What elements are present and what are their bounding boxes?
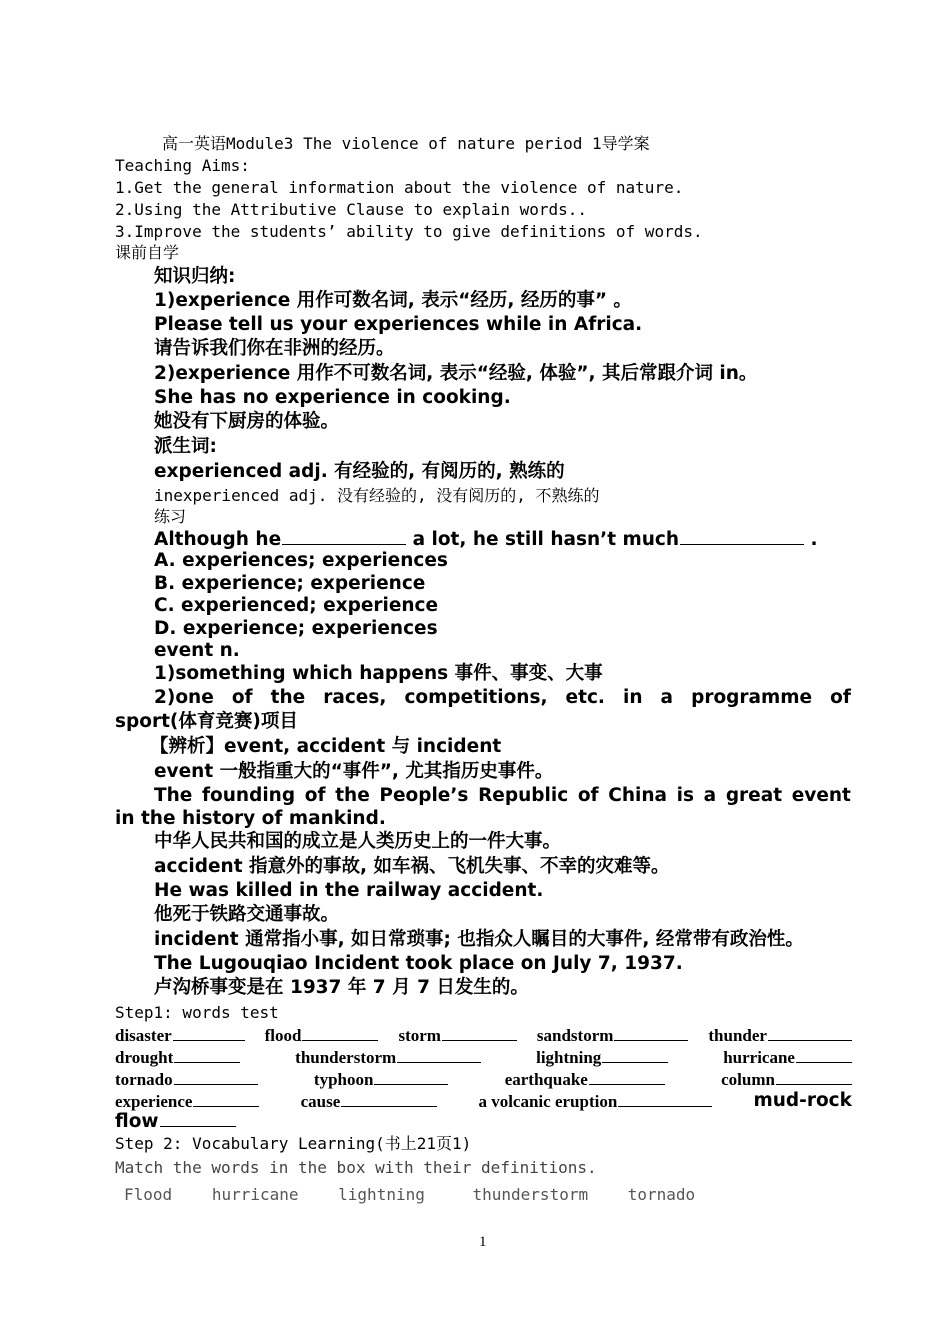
word: 2)one bbox=[154, 687, 214, 708]
answer-blank[interactable] bbox=[776, 1070, 852, 1085]
answer-blank[interactable] bbox=[614, 1026, 688, 1041]
word: the bbox=[270, 687, 306, 708]
accident-translation: 他死于铁路交通事故。 bbox=[154, 904, 340, 925]
answer-blank[interactable] bbox=[680, 530, 804, 545]
word-item: lightning bbox=[536, 1048, 668, 1066]
knowledge-heading: 知识归纳: bbox=[154, 266, 236, 287]
word-item: mud-rock bbox=[753, 1090, 852, 1111]
experience-def-1: 1)experience 用作可数名词, 表示“经历, 经历的事” 。 bbox=[154, 290, 632, 311]
word-item-cont: flow bbox=[115, 1112, 236, 1132]
word-item: typhoon bbox=[314, 1070, 449, 1088]
answer-blank[interactable] bbox=[193, 1092, 259, 1107]
step1-heading: Step1: words test bbox=[115, 1003, 279, 1022]
word-item: drought bbox=[115, 1048, 240, 1066]
experience-translation-2: 她没有下厨房的体验。 bbox=[154, 411, 340, 432]
answer-blank[interactable] bbox=[796, 1048, 852, 1063]
practice-question bbox=[154, 530, 818, 550]
event-definition: event 一般指重大的“事件”, 尤其指历史事件。 bbox=[154, 761, 554, 782]
option-c: C. experienced; experience bbox=[154, 595, 439, 616]
event-example bbox=[154, 787, 851, 806]
option-b: B. experience; experience bbox=[154, 573, 426, 594]
word: competitions, bbox=[404, 687, 548, 708]
question-text-b: a lot, he still hasn’t much bbox=[406, 529, 680, 550]
answer-blank[interactable] bbox=[374, 1070, 448, 1085]
document-title: 高一英语Module3 The violence of nature period 1导学案 bbox=[162, 134, 650, 153]
question-text-a: Although he bbox=[154, 529, 282, 550]
word-item: flood bbox=[265, 1026, 379, 1044]
words-row-2 bbox=[115, 1048, 852, 1066]
page-number: 1 bbox=[479, 1234, 487, 1250]
word-item: hurricane bbox=[723, 1048, 852, 1066]
answer-blank[interactable] bbox=[302, 1026, 378, 1041]
event-meaning-2 bbox=[154, 689, 851, 708]
word: races, bbox=[323, 687, 387, 708]
box-word: Flood bbox=[124, 1185, 173, 1204]
pre-study-heading: 课前自学 bbox=[115, 243, 180, 262]
box-word: tornado bbox=[627, 1185, 696, 1204]
word-item: storm bbox=[398, 1026, 516, 1044]
word: a bbox=[703, 785, 717, 806]
word: is bbox=[676, 785, 695, 806]
word: of bbox=[304, 785, 326, 806]
word-item: earthquake bbox=[505, 1070, 665, 1088]
word: in bbox=[622, 687, 643, 708]
word: Republic bbox=[478, 785, 569, 806]
derived-word-1: experienced adj. 有经验的, 有阅历的, 熟练的 bbox=[154, 461, 565, 482]
question-text-c: . bbox=[804, 529, 818, 550]
word: People’s bbox=[379, 785, 469, 806]
word-item: tornado bbox=[115, 1070, 258, 1088]
aim-item: 1.Get the general information about the violence of nature. bbox=[115, 178, 684, 197]
word: of bbox=[231, 687, 253, 708]
word: the bbox=[335, 785, 370, 806]
answer-blank[interactable] bbox=[174, 1048, 240, 1063]
aim-item: 2.Using the Attributive Clause to explain words.. bbox=[115, 200, 588, 219]
incident-definition: incident 通常指小事, 如日常琐事; 也指众人瞩目的大事件, 经常带有政治性。 bbox=[154, 929, 804, 950]
answer-blank[interactable] bbox=[589, 1070, 665, 1085]
experience-example-2: She has no experience in cooking. bbox=[154, 387, 511, 408]
event-example-cont: in the history of mankind. bbox=[115, 808, 386, 829]
answer-blank[interactable] bbox=[442, 1026, 517, 1041]
word-item: a volcanic eruption bbox=[478, 1092, 712, 1111]
word-item: experience bbox=[115, 1092, 259, 1111]
word-item: column bbox=[721, 1070, 852, 1088]
word: China bbox=[608, 785, 667, 806]
words-row-3 bbox=[115, 1070, 852, 1088]
words-row-1 bbox=[115, 1026, 852, 1044]
accident-example: He was killed in the railway accident. bbox=[154, 880, 544, 901]
answer-blank[interactable] bbox=[160, 1112, 236, 1127]
word-box bbox=[124, 1187, 725, 1203]
incident-translation: 卢沟桥事变是在 1937 年 7 月 7 日发生的。 bbox=[154, 977, 529, 998]
experience-translation-1: 请告诉我们你在非洲的经历。 bbox=[154, 338, 395, 359]
event-meaning-2-cont: sport(体育竞赛)项目 bbox=[115, 711, 298, 732]
word: of bbox=[830, 687, 851, 708]
word: founding bbox=[202, 785, 296, 806]
word: event bbox=[791, 785, 851, 806]
word: The bbox=[154, 785, 193, 806]
word-item: thunderstorm bbox=[295, 1048, 481, 1066]
analysis-heading: 【辨析】event, accident 与 incident bbox=[150, 736, 502, 757]
answer-blank[interactable] bbox=[397, 1048, 481, 1063]
option-d: D. experience; experiences bbox=[154, 618, 438, 639]
derived-word-2: inexperienced adj. 没有经验的, 没有阅历的, 不熟练的 bbox=[154, 486, 600, 505]
word: a bbox=[660, 687, 674, 708]
incident-example: The Lugouqiao Incident took place on July 7, 1937. bbox=[154, 953, 683, 974]
aims-heading: Teaching Aims: bbox=[115, 156, 250, 175]
aim-item: 3.Improve the students’ ability to give definitions of words. bbox=[115, 222, 703, 241]
event-heading: event n. bbox=[154, 640, 240, 661]
answer-blank[interactable] bbox=[174, 1070, 258, 1085]
derived-heading: 派生词: bbox=[154, 436, 217, 457]
word-item: sandstorm bbox=[537, 1026, 689, 1044]
event-meaning-1: 1)something which happens 事件、事变、大事 bbox=[154, 663, 603, 684]
step2-instruction: Match the words in the box with their definitions. bbox=[115, 1158, 597, 1177]
option-a: A. experiences; experiences bbox=[154, 550, 448, 571]
word-item: cause bbox=[301, 1092, 438, 1111]
answer-blank[interactable] bbox=[618, 1092, 712, 1107]
answer-blank[interactable] bbox=[602, 1048, 668, 1063]
word-item: thunder bbox=[708, 1026, 852, 1044]
answer-blank[interactable] bbox=[768, 1026, 852, 1041]
box-word: hurricane bbox=[211, 1185, 299, 1204]
event-example-translation: 中华人民共和国的成立是人类历史上的一件大事。 bbox=[154, 831, 562, 852]
experience-def-2: 2)experience 用作不可数名词, 表示“经验, 体验”, 其后常跟介词 in。 bbox=[154, 363, 758, 384]
word: of bbox=[577, 785, 599, 806]
word: great bbox=[725, 785, 783, 806]
answer-blank[interactable] bbox=[282, 530, 406, 545]
word-item: disaster bbox=[115, 1026, 245, 1044]
practice-heading: 练习 bbox=[154, 507, 187, 526]
box-word: thunderstorm bbox=[472, 1185, 589, 1204]
experience-example-1: Please tell us your experiences while in Africa. bbox=[154, 314, 643, 335]
words-row-4 bbox=[115, 1092, 852, 1111]
answer-blank[interactable] bbox=[341, 1092, 437, 1107]
word: programme bbox=[691, 687, 813, 708]
word: etc. bbox=[565, 687, 605, 708]
step2-heading: Step 2: Vocabulary Learning(书上21页1) bbox=[115, 1134, 472, 1153]
accident-definition: accident 指意外的事故, 如车祸、飞机失事、不幸的灾难等。 bbox=[154, 856, 670, 877]
answer-blank[interactable] bbox=[173, 1026, 245, 1041]
box-word: lightning bbox=[338, 1185, 425, 1204]
